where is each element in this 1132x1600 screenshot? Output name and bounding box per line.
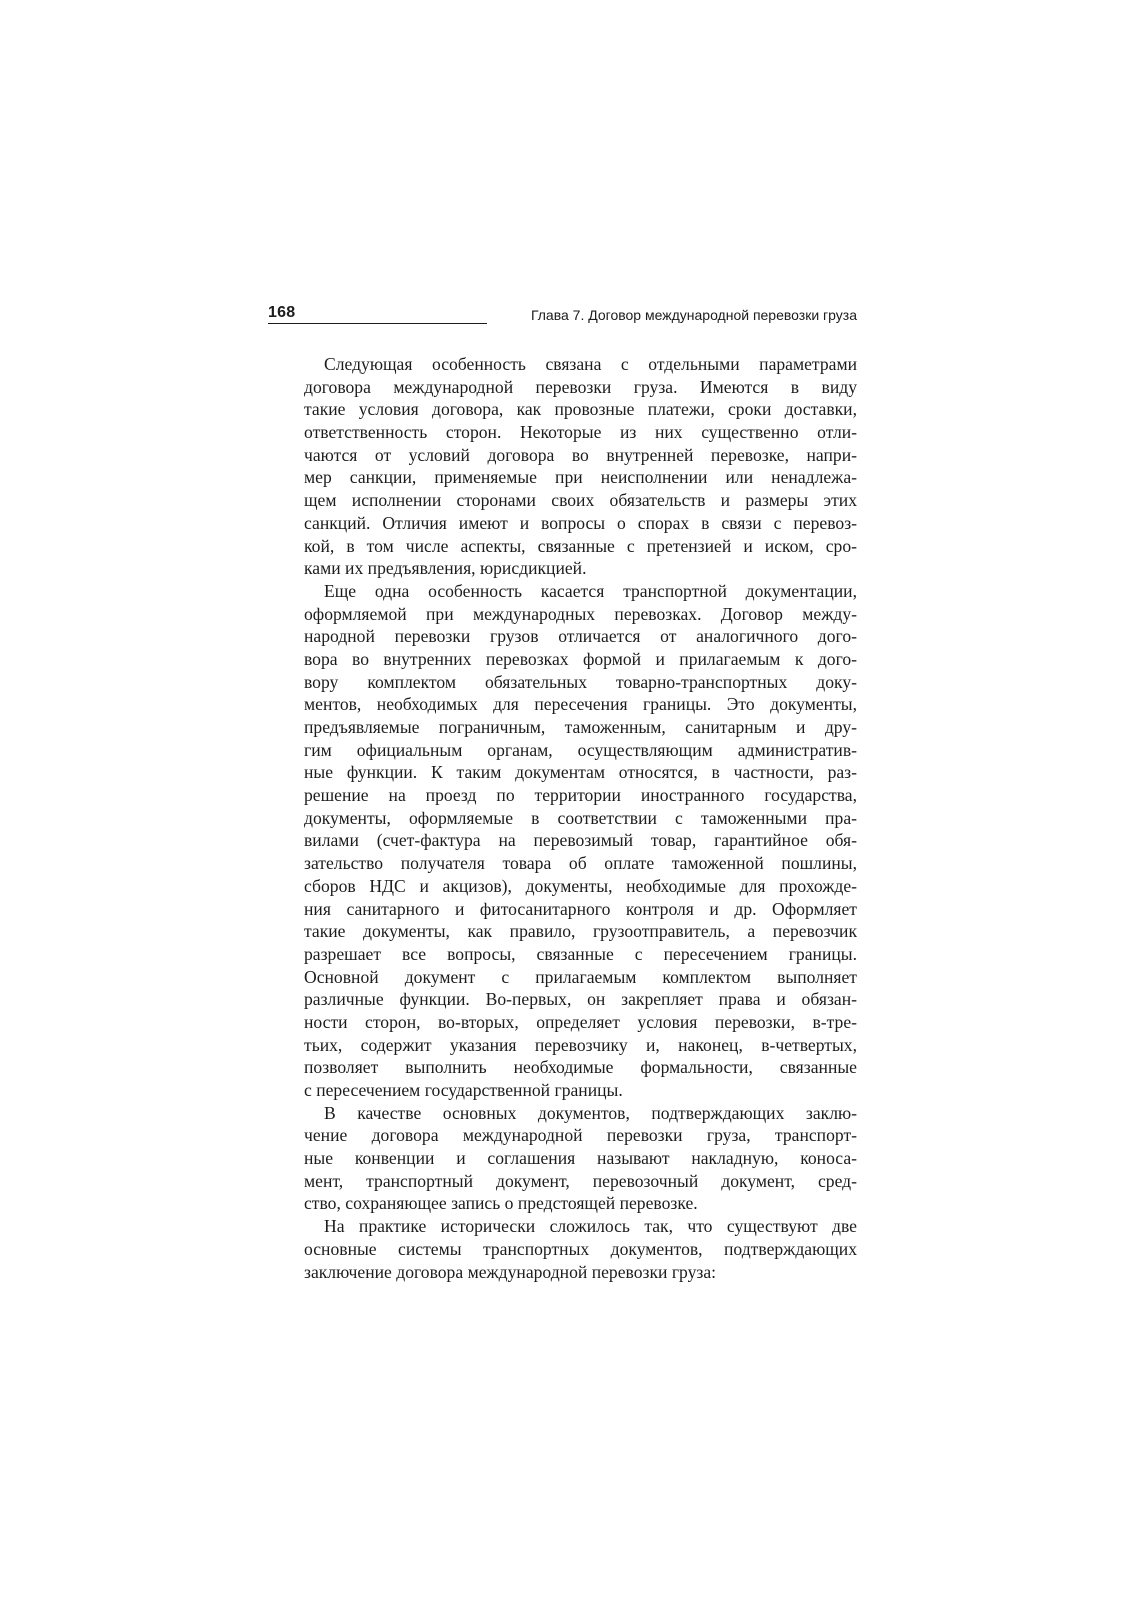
text-line: позволяет выполнить необходимые формальности, связанные bbox=[304, 1057, 857, 1078]
text-line: зательство получателя товара об оплате таможенной пошлины, bbox=[304, 853, 857, 874]
text-line: гим официальным органам, осуществляющим административ- bbox=[304, 739, 857, 760]
text-line: На практике исторически сложилось так, что существуют две bbox=[324, 1216, 857, 1237]
text-line: ности сторон, во-вторых, определяет условия перевозки, в-тре- bbox=[304, 1011, 857, 1032]
text-line: предъявляемые пограничным, таможенным, санитарным и дру- bbox=[304, 717, 857, 737]
text-line: оформляемой при международных перевозках. Договор между- bbox=[304, 603, 857, 624]
text-line: вору комплектом обязательных товарно-транспортных доку- bbox=[304, 671, 857, 692]
text-line: такие условия договора, как провозные платежи, сроки доставки, bbox=[304, 399, 857, 420]
text-line: ментов, необходимых для пересечения границы. Это документы, bbox=[304, 694, 857, 715]
header-rule bbox=[268, 323, 487, 324]
text-line: вилами (счет-фактура на перевозимый товар, гарантийное обя- bbox=[304, 830, 857, 851]
text-line: ные конвенции и соглашения называют накладную, коноса- bbox=[304, 1148, 857, 1169]
text-line: вора во внутренних перевозках формой и прилагаемым к дого- bbox=[304, 648, 857, 669]
text-line: документы, оформляемые в соответствии с таможенными пра- bbox=[304, 807, 857, 828]
text-line: такие документы, как правило, грузоотправитель, а перевозчик bbox=[304, 921, 857, 942]
text-line: разрешает все вопросы, связанные с пересечением границы. bbox=[304, 943, 857, 964]
page-number: 168 bbox=[268, 304, 296, 321]
text-line: Еще одна особенность касается транспортной документации, bbox=[324, 580, 857, 601]
text-line: ния санитарного и фитосанитарного контроля и др. Оформляет bbox=[304, 898, 857, 919]
running-header bbox=[268, 303, 857, 327]
text-line: сборов НДС и акцизов), документы, необходимые для прохожде- bbox=[304, 875, 857, 896]
text-line: В качестве основных документов, подтверждающих заклю- bbox=[324, 1102, 857, 1123]
text-line: Следующая особенность связана с отдельными параметрами bbox=[324, 354, 857, 374]
text-line: кой, в том числе аспекты, связанные с претензией и иском, сро- bbox=[304, 535, 857, 556]
text-line: мент, транспортный документ, перевозочный документ, сред- bbox=[304, 1170, 857, 1191]
text-line: ками их предъявления, юрисдикцией. bbox=[304, 558, 587, 579]
text-line: ответственность сторон. Некоторые из них существенно отли- bbox=[304, 422, 857, 443]
text-line: договора международной перевозки груза. Имеются в виду bbox=[304, 376, 857, 397]
text-line: ство, сохраняющее запись о предстоящей перевозке. bbox=[304, 1193, 698, 1214]
text-line: с пересечением государственной границы. bbox=[304, 1080, 623, 1100]
text-line: мер санкции, применяемые при неисполнении или ненадлежа- bbox=[304, 467, 857, 488]
text-line: народной перевозки грузов отличается от аналогичного дого- bbox=[304, 626, 857, 647]
text-line: различные функции. Во-первых, он закрепляет права и обязан- bbox=[304, 989, 857, 1010]
text-line: решение на проезд по территории иностранного государства, bbox=[304, 785, 857, 806]
text-line: тьих, содержит указания перевозчику и, наконец, в-четвертых, bbox=[304, 1034, 857, 1055]
text-line: основные системы транспортных документов, подтверждающих bbox=[304, 1238, 857, 1259]
body-text bbox=[304, 353, 857, 1283]
text-line: чение договора международной перевозки груза, транспорт- bbox=[304, 1125, 857, 1146]
text-line: чаются от условий договора во внутренней перевозке, напри- bbox=[304, 444, 857, 465]
text-line: щем исполнении сторонами своих обязательств и размеры этих bbox=[304, 490, 857, 511]
text-line: санкций. Отличия имеют и вопросы о спорах в связи с перевоз- bbox=[304, 512, 857, 533]
text-line: ные функции. К таким документам относятся, в частности, раз- bbox=[304, 762, 857, 783]
text-line: заключение договора международной перевозки груза: bbox=[304, 1261, 717, 1282]
text-line: Основной документ с прилагаемым комплектом выполняет bbox=[304, 966, 857, 987]
chapter-title: Глава 7. Договор международной перевозки груза bbox=[530, 307, 857, 323]
